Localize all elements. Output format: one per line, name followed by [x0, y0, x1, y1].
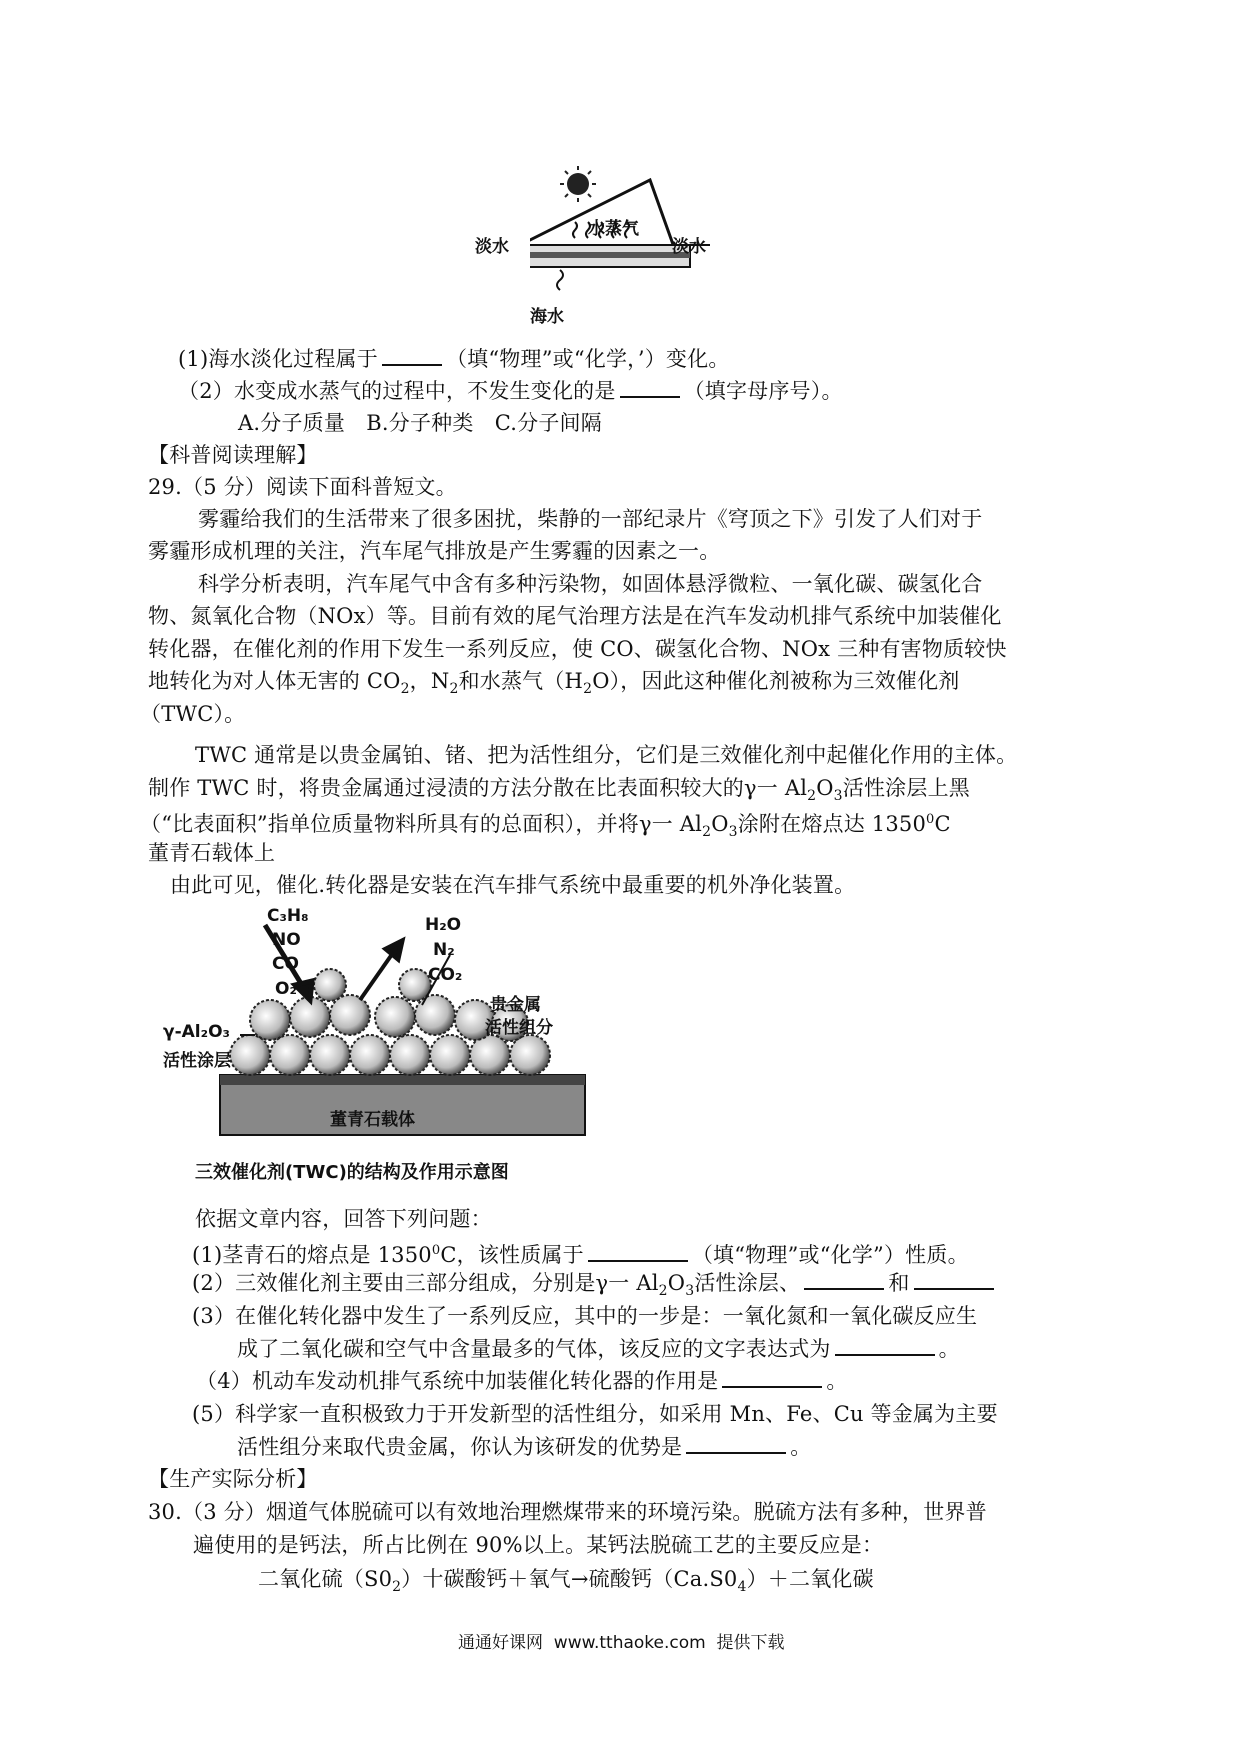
q29-part3-line1: (3）在催化转化器中发生了一系列反应，其中的一步是：一氧化氮和一氧化碳反应生: [192, 1304, 978, 1328]
precious-metal-label: 贵金属: [490, 995, 541, 1015]
q29-part2: (2）三效催化剂主要由三部分组成，分别是γ一 $Al_2O_3$活性涂层、 和: [192, 1268, 998, 1306]
gamma-alumina-label: γ-Al₂O₃: [163, 1022, 230, 1042]
paragraph-line: 地转化为对人体无害的 $CO_2$，$N_2$和水蒸气$(H_2O)$，因此这种催化剂被称为三效催化剂: [148, 669, 960, 698]
section-heading-production: 【生产实际分析】: [148, 1467, 318, 1491]
paragraph-line: 转化器，在催化剂的作用下发生一系列反应，使 CO、碳氢化合物、NOx 三种有害物质较快: [148, 637, 1007, 661]
output-gas-n2: N₂: [433, 940, 455, 960]
q29-part5-line1: (5）科学家一直积极致力于开发新型的活性组分，如采用 Mn、Fe、Cu 等金属为主要: [192, 1402, 998, 1426]
paragraph-line: 制作 TWC 时，将贵金属通过浸渍的方法分散在比表面积较大的γ一 $Al_2O_3$活性涂层上黑: [148, 776, 970, 805]
q28-options: A.分子质量 B.分子种类 C.分子间隔: [238, 411, 602, 435]
sun-icon: [560, 166, 596, 202]
answer-blank[interactable]: [804, 1268, 884, 1290]
q29-part3-line2: 成了二氧化碳和空气中含量最多的气体，该反应的文字表达式为 。: [237, 1334, 960, 1364]
figure-caption: 三效催化剂(TWC)的结构及作用示意图: [195, 1162, 509, 1183]
input-gas-co: CO: [272, 954, 299, 974]
active-coating-label: 活性涂层: [163, 1051, 231, 1071]
cordierite-substrate-label: 董青石载体: [330, 1110, 415, 1130]
input-gas-no: NO: [272, 930, 301, 950]
section-heading-reading: 【科普阅读理解】: [148, 443, 318, 467]
q29-part5-line2: 活性组分来取代贵金属，你认为该研发的优势是 。: [237, 1432, 811, 1462]
q30-line2: 遍使用的是钙法，所占比例在 90%以上。某钙法脱硫工艺的主要反应是：: [193, 1533, 884, 1557]
output-gas-co2: CO₂: [428, 965, 463, 985]
paragraph-line: 董青石载体上: [148, 841, 276, 865]
q29-part4: （4）机动车发动机排气系统中加装催化转化器的作用是 。: [196, 1366, 848, 1396]
q29-part1: (1)茎青石的熔点是 1350$^0$C，该性质属于 （填“物理”或“化学”）性质。: [192, 1236, 969, 1270]
water-vapor-label: 水蒸气: [588, 219, 639, 239]
answer-blank[interactable]: [382, 344, 442, 366]
paragraph-line: （“比表面积”指单位质量物料所具有的总面积），并将γ一 $Al_2O_3$涂附在熔点达 1350$^0$C: [140, 812, 951, 841]
paragraph-line: TWC 通常是以贵金属铂、锗、把为活性组分，它们是三效催化剂中起催化作用的主体。: [195, 743, 1018, 767]
q29-header: 29.（5 分）阅读下面科普短文。: [148, 475, 457, 499]
paragraph-line: （TWC）。: [140, 702, 246, 726]
q30-line1: 30.（3 分）烟道气体脱硫可以有效地治理燃煤带来的环境污染。脱硫方法有多种，世界普: [148, 1500, 987, 1524]
paragraph-line: 雾霾形成机理的关注，汽车尾气排放是产生雾霾的因素之一。: [148, 539, 721, 563]
answer-blank[interactable]: [835, 1334, 935, 1356]
output-gas-h2o: H₂O: [425, 915, 462, 935]
q30-equation: 二氧化硫$(S0_2)$十碳酸钙＋氧气→硫酸钙$(Ca.S0_4)+$二氧化碳: [258, 1567, 874, 1596]
solar-still-drawing: [530, 160, 810, 335]
answer-blank[interactable]: [722, 1366, 822, 1388]
answer-blank[interactable]: [620, 376, 680, 398]
solar-still-figure: [530, 160, 810, 335]
questions-intro: 依据文章内容，回答下列问题：: [195, 1207, 492, 1231]
answer-blank[interactable]: [914, 1268, 994, 1290]
answer-blank[interactable]: [588, 1240, 688, 1262]
q28-part1: (1)海水淡化过程属于 （填“物理”或“化学，’）变化。: [178, 344, 730, 374]
page-footer: 通通好课网 www.tthaoke.com 提供下载: [458, 1633, 785, 1653]
paragraph-line: 雾霾给我们的生活带来了很多困扰，柴静的一部纪录片《穹顶之下》引发了人们对于: [198, 507, 983, 531]
seawater-label: 海水: [530, 307, 564, 327]
paragraph-line: 科学分析表明，汽车尾气中含有多种污染物，如固体悬浮微粒、一氧化碳、碳氢化合: [198, 572, 983, 596]
active-component-label: 活性组分: [485, 1018, 553, 1038]
fresh-water-label-right: 淡水: [672, 237, 706, 257]
input-gas-o2: O₂: [275, 979, 297, 999]
q28-part2: （2）水变成水蒸气的过程中，不发生变化的是 （填字母序号）。: [178, 376, 843, 406]
input-gas-c3h8: C₃H₈: [267, 906, 309, 926]
fresh-water-label-left: 淡水: [475, 237, 509, 257]
paragraph-line: 物、氮氧化合物（NOx）等。目前有效的尾气治理方法是在汽车发动机排气系统中加装催化: [148, 604, 1002, 628]
paragraph-line: 由此可见，催化.转化器是安装在汽车排气系统中最重要的机外净化装置。: [170, 873, 856, 897]
answer-blank[interactable]: [686, 1432, 786, 1454]
